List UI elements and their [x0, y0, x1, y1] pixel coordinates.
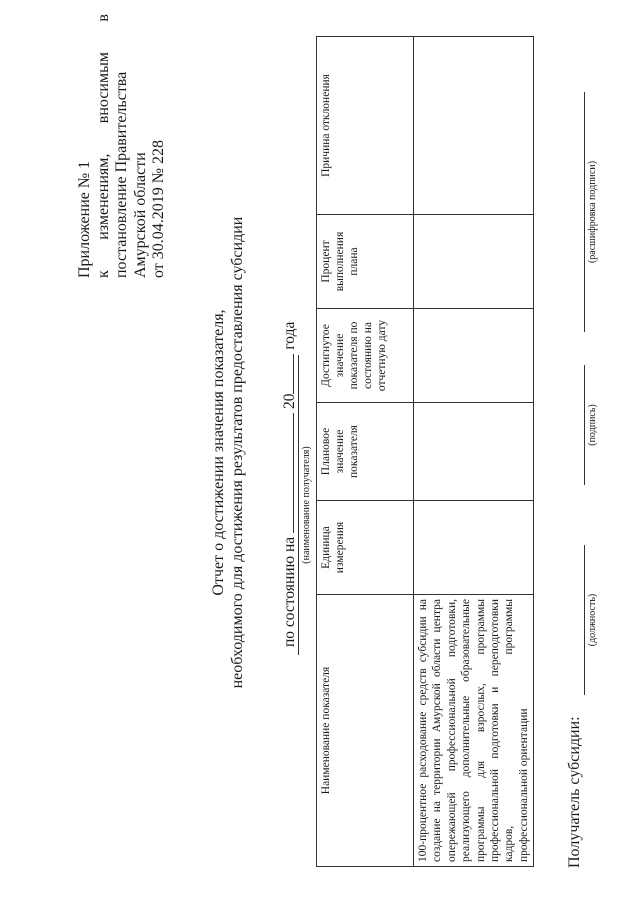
appendix-number: Приложение № 1 — [76, 160, 93, 278]
decode-line — [584, 92, 585, 332]
cell-achieved-value[interactable] — [414, 309, 534, 403]
header-completion-percent: Процент выполнения плана — [317, 215, 414, 309]
appendix-header — [76, 14, 169, 278]
date-blank — [278, 413, 294, 533]
header-planned-value: Плановое значение показателя — [317, 403, 414, 501]
table-row — [414, 37, 534, 867]
header-indicator-name: Наименование показателя — [317, 595, 414, 867]
signature-line — [584, 365, 585, 485]
cell-deviation-reason[interactable] — [414, 37, 534, 215]
year-blank — [278, 354, 294, 394]
cell-planned-value[interactable] — [414, 403, 534, 501]
decode-caption: (расшифровка подписи) — [587, 160, 598, 264]
header-deviation-reason: Причина отклонения — [317, 37, 414, 215]
appendix-line-5: от 30.04.2019 № 228 — [150, 139, 167, 278]
report-period — [278, 322, 299, 647]
signature-caption: (подпись) — [587, 404, 598, 446]
recipient-caption: (наименование получателя) — [301, 446, 312, 564]
report-table — [316, 36, 534, 867]
recipient-line — [298, 355, 299, 655]
signature-label: Получатель субсидии: — [566, 716, 583, 868]
report-title-line-2: необходимого для достижения результатов предоставления субсидии — [229, 216, 246, 689]
appendix-line-4: Амурской области — [131, 152, 149, 278]
position-line — [584, 545, 585, 695]
cell-unit[interactable] — [414, 501, 534, 595]
cell-indicator: 100-процентное расходование средств субсидии на создание на территории Амурской области центра опережающей профессиональной подготовки, реализующего дополнительные образовательные программы для взрослых, программы профессиональной подготовки и переподготовки кадров, программы профессиональной ориентации — [414, 595, 534, 867]
position-caption: (должность) — [587, 593, 598, 647]
report-title-line-1: Отчет о достижении значения показателя, — [210, 309, 227, 596]
table-header-row — [317, 37, 414, 867]
appendix-line-2: к изменениям, вносимым в — [94, 14, 112, 278]
cell-completion-percent[interactable] — [414, 215, 534, 309]
appendix-line-3: постановление Правительства — [113, 71, 130, 278]
period-prefix: по состоянию на — [281, 536, 298, 647]
header-unit: Единица измерения — [317, 501, 414, 595]
year-prefix: 20 — [281, 393, 298, 410]
header-achieved-value: Достигнутое значение показателя по состоянию на отчетную дату — [317, 309, 414, 403]
period-suffix: года — [281, 321, 298, 350]
